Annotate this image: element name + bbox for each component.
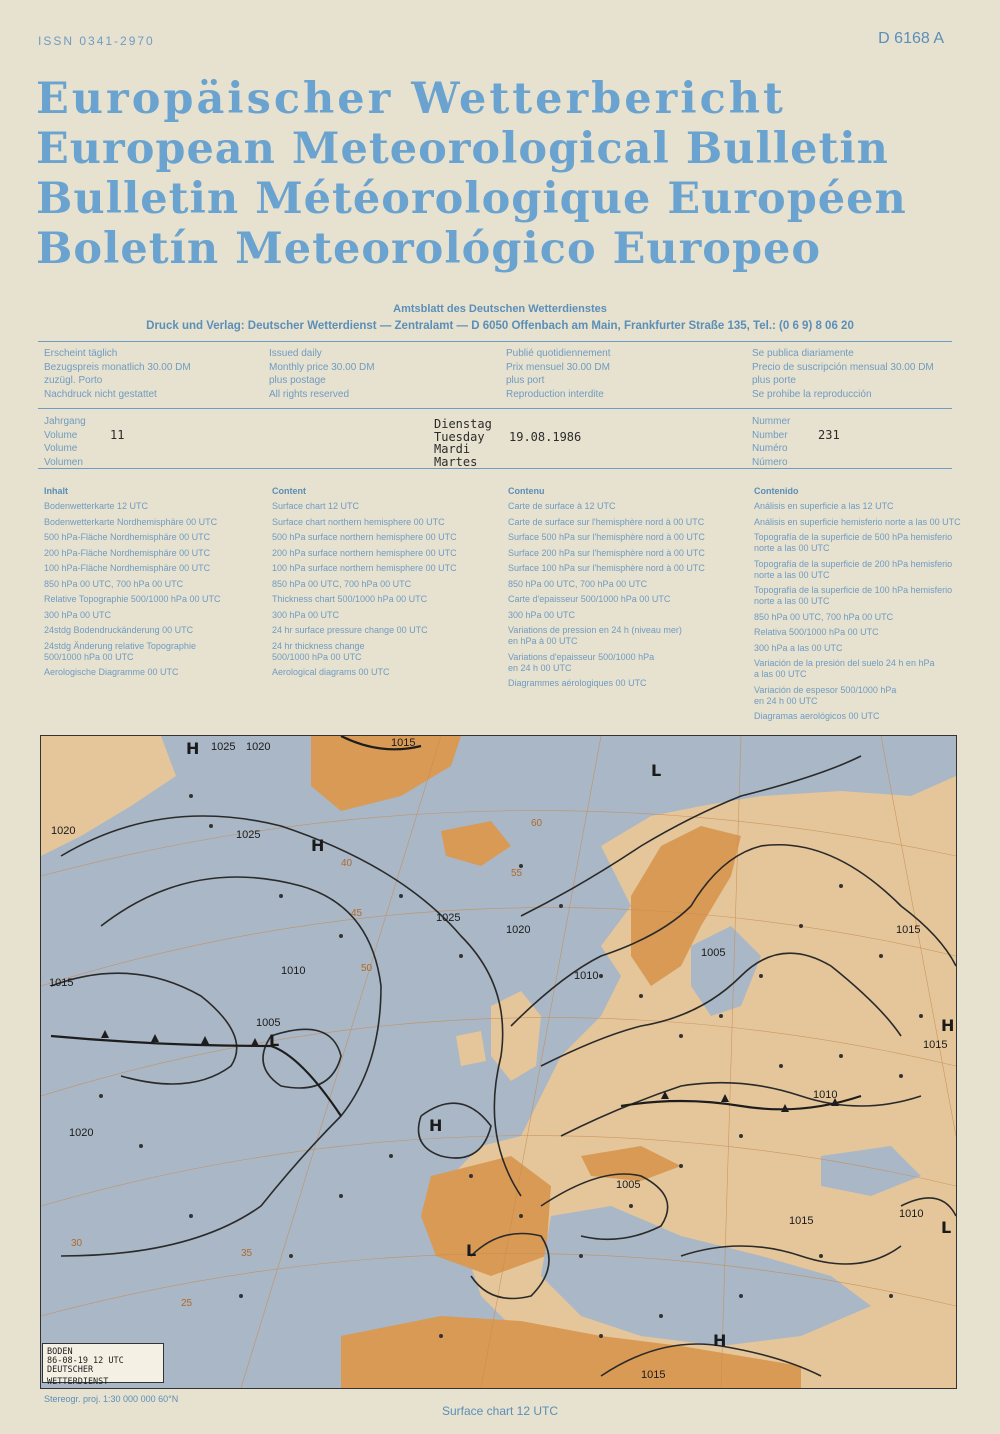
isobar-label: 1020	[69, 1127, 94, 1139]
contents-item: Relativa 500/1000 hPa 00 UTC	[754, 627, 879, 637]
volume-labels	[44, 415, 274, 469]
contents-de	[44, 486, 284, 683]
isobar-label: 1025	[236, 829, 261, 841]
high-pressure-center: H	[186, 739, 200, 758]
contents-item: Análisis en superficie a las 12 UTC	[754, 501, 894, 511]
title-english: European Meteorological Bulletin	[36, 124, 889, 174]
contents-heading: Inhalt	[44, 486, 68, 496]
high-pressure-center: H	[311, 836, 325, 855]
info-line: All rights reserved	[269, 388, 350, 400]
legend-line: 86-08-19 12 UTC	[47, 1356, 124, 1366]
weather-map-svg	[41, 736, 956, 1388]
contents-item: 24stdg Änderung relative Topographie 500/1000 hPa 00 UTC	[44, 640, 196, 662]
info-line: Erscheint täglich	[44, 348, 118, 359]
isobar-label: 1015	[391, 737, 416, 749]
contents-item: Thickness chart 500/1000 hPa 00 UTC	[272, 594, 428, 604]
legend-line: BODEN	[47, 1347, 73, 1357]
contents-item: Variación de la presión del suelo 24 h en hPa a las 00 UTC	[754, 658, 935, 679]
low-pressure-center: L	[466, 1241, 477, 1260]
number-label: Numéro	[752, 443, 788, 454]
contents-item: Surface 100 hPa sur l'hemisphère nord à 00 UTC	[508, 563, 705, 573]
info-line: plus postage	[269, 375, 326, 386]
info-line: Precio de suscripción mensual 30.00 DM	[752, 361, 934, 373]
surface-weather-map	[40, 735, 957, 1389]
isobar-label: 1005	[616, 1179, 641, 1191]
contents-item: 200 hPa surface northern hemisphere 00 UTC	[272, 547, 457, 558]
high-pressure-center: H	[713, 1331, 727, 1350]
low-pressure-center: L	[941, 1218, 952, 1237]
issue-number: 231	[818, 428, 840, 442]
info-column-fr	[506, 347, 736, 401]
contents-item: Carte de surface sur l'hemisphère nord à 00 UTC	[508, 516, 705, 527]
isobar-label: 1020	[506, 924, 531, 936]
contents-item: 300 hPa 00 UTC	[272, 609, 340, 620]
info-line: Publié quotidiennement	[506, 348, 611, 359]
info-column-de	[44, 347, 274, 401]
contents-item: 100 hPa-Fläche Nordhemisphäre 00 UTC	[44, 563, 211, 573]
isobar-label: 1005	[256, 1017, 281, 1029]
title-german: Europäischer Wetterbericht	[36, 74, 786, 124]
contents-item: Bodenwetterkarte 12 UTC	[44, 501, 149, 511]
legend-line: DEUTSCHER WETTERDIENST	[47, 1365, 109, 1387]
weekday: Mardi	[434, 442, 471, 456]
title-spanish: Boletín Meteorológico Europeo	[36, 224, 822, 274]
isobar-label: 1015	[923, 1039, 948, 1051]
contents-item: Diagramas aerológicos 00 UTC	[754, 711, 880, 721]
contents-item: Topografía de la superficie de 500 hPa hemisferio norte a las 00 UTC	[754, 532, 953, 553]
contents-item: Carte de surface à 12 UTC	[508, 501, 616, 511]
isobar-label: 1005	[701, 947, 726, 959]
contents-item: Relative Topographie 500/1000 hPa 00 UTC	[44, 594, 221, 604]
weekday: Martes	[434, 454, 478, 469]
isobar-label: 1025	[211, 741, 236, 753]
divider	[38, 468, 952, 469]
latitude-label: 45	[351, 908, 363, 919]
info-line: zuzügl. Porto	[44, 375, 103, 386]
info-line: Se publica diariamente	[752, 348, 854, 359]
contents-item: Surface 200 hPa sur l'hemisphère nord à 00 UTC	[508, 547, 705, 558]
projection-note: Stereogr. proj. 1:30 000 000 60°N	[44, 1394, 179, 1404]
contents-item: Surface 500 hPa sur l'hemisphère nord à 00 UTC	[508, 532, 705, 542]
high-pressure-center: H	[941, 1016, 955, 1035]
low-pressure-center: L	[651, 761, 662, 780]
contents-heading: Content	[272, 486, 306, 496]
map-legend-box	[42, 1343, 164, 1387]
info-line: plus porte	[752, 375, 796, 386]
info-line: plus port	[506, 375, 545, 386]
info-line: Se prohibe la reproducción	[752, 388, 872, 400]
number-label: Nummer	[752, 416, 791, 427]
publication-code: D 6168 A	[878, 30, 944, 47]
contents-item: 300 hPa a las 00 UTC	[754, 642, 843, 653]
contents-item: Surface chart 12 UTC	[272, 501, 360, 511]
volume-label: Volume	[44, 429, 78, 441]
weekday: Tuesday	[434, 429, 485, 444]
info-line: Reproduction interdite	[506, 388, 604, 400]
isobar-label: 1015	[641, 1369, 666, 1381]
contents-es	[754, 486, 969, 727]
ireland	[456, 1031, 486, 1066]
contents-item: 850 hPa 00 UTC, 700 hPa 00 UTC	[44, 578, 184, 589]
publisher-line: Druck und Verlag: Deutscher Wetterdienst — Zentralamt — D 6050 Offenbach am Main, Frankfurter Straße 135, Tel.: (0 6 9) 8 06 20	[146, 320, 854, 332]
contents-heading: Contenu	[508, 486, 545, 496]
contents-item: Variations d'epaisseur 500/1000 hPa en 24 h 00 UTC	[508, 651, 655, 673]
contents-item: Variación de espesor 500/1000 hPa en 24 h 00 UTC	[754, 684, 897, 706]
contents-item: Diagrammes aérologiques 00 UTC	[508, 678, 647, 688]
latitude-label: 40	[341, 858, 353, 869]
latitude-label: 50	[361, 963, 373, 974]
isobar-label: 1015	[789, 1215, 814, 1227]
number-label: Número	[752, 456, 788, 468]
info-column-en	[269, 347, 499, 401]
contents-item: 24 hr thickness change 500/1000 hPa 00 UTC	[272, 640, 365, 662]
contents-item: 300 hPa 00 UTC	[508, 609, 576, 620]
info-line: Nachdruck nicht gestattet	[44, 388, 157, 400]
contents-item: Surface chart northern hemisphere 00 UTC	[272, 516, 445, 527]
contents-heading: Contenido	[754, 486, 799, 496]
low-pressure-center: L	[269, 1031, 280, 1050]
contents-item: 200 hPa-Fläche Nordhemisphäre 00 UTC	[44, 547, 211, 558]
contents-item: 500 hPa surface northern hemisphere 00 UTC	[272, 532, 457, 542]
info-line: Prix mensuel 30.00 DM	[506, 361, 610, 373]
contents-item: Aerologische Diagramme 00 UTC	[44, 667, 179, 677]
isobar-label: 1025	[436, 912, 461, 924]
high-pressure-center: H	[429, 1116, 443, 1135]
contents-item: 100 hPa surface northern hemisphere 00 UTC	[272, 563, 457, 573]
contents-item: Carte d'epaisseur 500/1000 hPa 00 UTC	[508, 594, 671, 604]
info-line: Monthly price 30.00 DM	[269, 361, 375, 373]
title-french: Bulletin Météorologique Européen	[36, 174, 907, 224]
number-label: Number	[752, 429, 788, 441]
divider	[38, 408, 952, 409]
contents-item: 850 hPa 00 UTC, 700 hPa 00 UTC	[508, 578, 648, 589]
contents-item: Bodenwetterkarte Nordhemisphäre 00 UTC	[44, 516, 218, 527]
weekday: Dienstag	[434, 417, 492, 431]
contents-item: Análisis en superficie hemisferio norte a las 00 UTC	[754, 516, 961, 527]
contents-item: 24stdg Bodendruckänderung 00 UTC	[44, 625, 194, 635]
contents-en	[272, 486, 512, 683]
number-labels	[752, 415, 982, 469]
map-caption: Surface chart 12 UTC	[441, 1404, 559, 1418]
divider	[38, 341, 952, 342]
contents-item: 850 hPa 00 UTC, 700 hPa 00 UTC	[754, 611, 894, 622]
contents-item: 850 hPa 00 UTC, 700 hPa 00 UTC	[272, 578, 412, 589]
latitude-label: 60	[531, 818, 543, 829]
isobar-label: 1020	[51, 825, 76, 837]
volume-value: 11	[110, 428, 125, 442]
isobar-label: 1010	[574, 970, 599, 982]
issue-date: 19.08.1986	[509, 430, 582, 444]
volume-label: Jahrgang	[44, 416, 86, 427]
contents-item: Aerological diagrams 00 UTC	[272, 667, 390, 677]
volume-label: Volumen	[44, 456, 83, 468]
latitude-label: 55	[511, 868, 523, 879]
isobar-label: 1015	[896, 924, 921, 936]
isobar-label: 1010	[813, 1089, 838, 1101]
contents-item: 300 hPa 00 UTC	[44, 609, 112, 620]
issn: ISSN 0341-2970	[38, 34, 155, 48]
latitude-label: 35	[241, 1248, 253, 1259]
volume-label: Volume	[44, 443, 78, 454]
info-column-es	[752, 347, 982, 401]
official-gazette-line: Amtsblatt des Deutschen Wetterdienstes	[393, 303, 607, 315]
isobar-label: 1015	[49, 977, 74, 989]
latitude-label: 25	[181, 1298, 193, 1309]
isobar-label: 1020	[246, 741, 271, 753]
info-line: Issued daily	[269, 348, 322, 359]
contents-item: Topografía de la superficie de 200 hPa hemisferio norte a las 00 UTC	[754, 558, 953, 580]
contents-item: Variations de pression en 24 h (niveau mer) en hPa à 00 UTC	[508, 625, 682, 646]
contents-fr	[508, 486, 748, 694]
isobar-label: 1010	[899, 1208, 924, 1220]
contents-item: Topografía de la superficie de 100 hPa hemisferio norte a las 00 UTC	[754, 585, 953, 606]
contents-item: 500 hPa-Fläche Nordhemisphäre 00 UTC	[44, 532, 211, 542]
weekday-block	[434, 418, 492, 468]
latitude-label: 30	[71, 1238, 83, 1249]
info-line: Bezugspreis monatlich 30.00 DM	[44, 361, 191, 373]
contents-item: 24 hr surface pressure change 00 UTC	[272, 625, 428, 635]
isobar-label: 1010	[281, 965, 306, 977]
